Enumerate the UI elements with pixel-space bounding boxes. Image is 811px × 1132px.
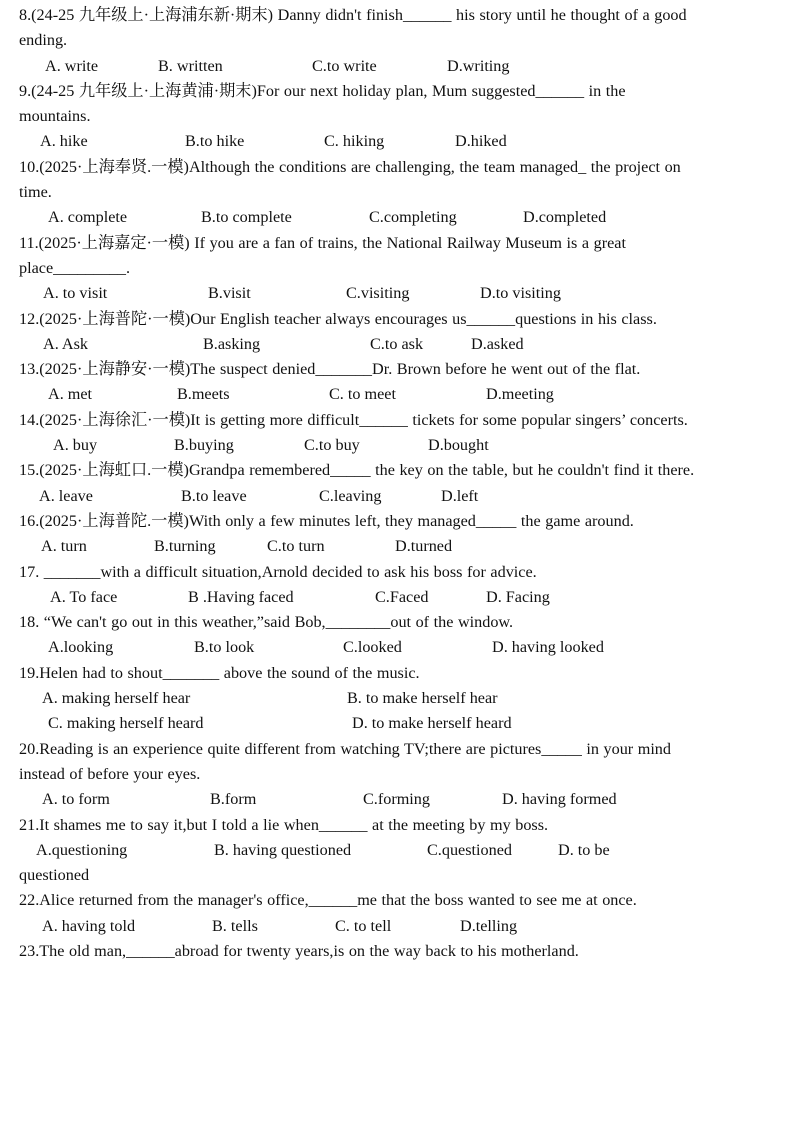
question-19 <box>19 661 699 737</box>
exercise-sheet <box>19 3 699 964</box>
option-a: A. met <box>48 385 93 404</box>
option-a: A. making herself hear <box>42 689 191 708</box>
option-d-continuation: questioned <box>19 866 90 885</box>
option-c: C.looked <box>343 638 402 657</box>
option-a: A.questioning <box>36 840 128 859</box>
options-row <box>19 838 699 863</box>
question-stem: 15.(2025·上海虹口.一模)Grandpa remembered_____ the key on the table, but he couldn't find it there. <box>19 461 695 480</box>
question-16 <box>19 509 699 560</box>
question-stem: 10.(2025·上海奉贤.一模)Although the conditions are challenging, the team managed_ the project on time. <box>19 157 681 202</box>
options-row <box>19 787 699 812</box>
options-row <box>19 711 699 736</box>
option-b: B.buying <box>174 436 234 455</box>
question-stem: 23.The old man,______abroad for twenty years,is on the way back to his motherland. <box>19 941 579 960</box>
option-d: D. to be <box>558 840 610 859</box>
option-c: C. to meet <box>329 385 396 404</box>
option-d: D. having looked <box>492 638 604 657</box>
option-a: A. turn <box>41 537 87 556</box>
option-b: B. written <box>158 56 223 75</box>
options-row <box>19 635 699 660</box>
option-a: A. Ask <box>43 334 88 353</box>
option-b: B.meets <box>177 385 230 404</box>
options-row <box>19 484 699 509</box>
option-a: A.looking <box>48 638 114 657</box>
options-row <box>19 686 699 711</box>
question-23 <box>19 939 699 964</box>
option-a: A. To face <box>50 587 118 606</box>
option-d: D.telling <box>460 916 518 935</box>
option-d: D.bought <box>428 436 489 455</box>
question-22 <box>19 888 699 939</box>
option-d: D. Facing <box>486 587 550 606</box>
question-stem: 14.(2025·上海徐汇·一模)It is getting more difficult______ tickets for some popular singers’ concerts. <box>19 410 688 429</box>
option-d: D.hiked <box>455 132 507 151</box>
question-stem: 8.(24-25 九年级上·上海浦东新·期末) Danny didn't finish______ his story until he thought of a good ending. <box>19 6 687 50</box>
option-a: A. leave <box>39 486 93 505</box>
option-a: A. hike <box>40 132 88 151</box>
question-stem: 16.(2025·上海普陀.一模)With only a few minutes left, they managed_____ the game around. <box>19 511 634 530</box>
question-stem: 13.(2025·上海静安·一模)The suspect denied_______Dr. Brown before he went out of the flat. <box>19 360 641 379</box>
options-row <box>19 205 699 230</box>
option-a: A. write <box>45 56 99 75</box>
option-a: A. buy <box>53 436 98 455</box>
option-c: C.to turn <box>267 537 325 556</box>
option-d: D.meeting <box>486 385 554 404</box>
options-row <box>19 332 699 357</box>
option-b: B.to complete <box>201 208 292 227</box>
question-13 <box>19 357 699 408</box>
question-9 <box>19 79 699 155</box>
option-a: A. to form <box>42 790 110 809</box>
option-b: B.to leave <box>181 486 247 505</box>
question-stem: 18. “We can't go out in this weather,”said Bob,________out of the window. <box>19 613 514 632</box>
question-12 <box>19 307 699 358</box>
option-c: C.forming <box>363 790 430 809</box>
option-b: B. to make herself hear <box>347 689 498 708</box>
question-15 <box>19 458 699 509</box>
question-stem: 22.Alice returned from the manager's office,______me that the boss wanted to see me at once. <box>19 891 637 910</box>
option-b: B.turning <box>154 537 216 556</box>
question-20 <box>19 737 699 813</box>
option-c: C.to ask <box>370 334 424 353</box>
question-stem: 17. _______with a difficult situation,Arnold decided to ask his boss for advice. <box>19 562 537 581</box>
option-c: C.Faced <box>375 587 429 606</box>
question-stem: 12.(2025·上海普陀·一模)Our English teacher always encourages us______questions in his class. <box>19 309 657 328</box>
question-21 <box>19 813 699 889</box>
question-stem: 21.It shames me to say it,but I told a lie when______ at the meeting by my boss. <box>19 815 549 834</box>
question-stem: 9.(24-25 九年级上·上海黄浦·期末)For our next holiday plan, Mum suggested______ in the mountains. <box>19 81 626 126</box>
option-c: C. to tell <box>335 916 392 935</box>
option-b: B.to look <box>194 638 255 657</box>
option-d: D.writing <box>447 56 510 75</box>
options-row <box>19 534 699 559</box>
question-18 <box>19 610 699 661</box>
question-stem: 19.Helen had to shout_______ above the sound of the music. <box>19 663 420 682</box>
option-b: B.visit <box>208 284 251 303</box>
question-8 <box>19 3 699 79</box>
question-11 <box>19 231 699 307</box>
option-d: D.left <box>441 486 479 505</box>
option-d: D.turned <box>395 537 453 556</box>
options-row <box>19 433 699 458</box>
option-b: B .Having faced <box>188 587 294 606</box>
option-b: B.form <box>210 790 257 809</box>
option-c: C. making herself heard <box>48 714 204 733</box>
option-d: D.asked <box>471 334 524 353</box>
options-row <box>19 914 699 939</box>
options-row <box>19 382 699 407</box>
option-b: B.asking <box>203 334 261 353</box>
option-c: C.to write <box>312 56 377 75</box>
option-b: B. having questioned <box>214 840 352 859</box>
option-c: C.to buy <box>304 436 360 455</box>
question-14 <box>19 408 699 459</box>
option-b: B.to hike <box>185 132 245 151</box>
option-d: D.to visiting <box>480 284 561 303</box>
question-stem: 20.Reading is an experience quite different from watching TV;there are pictures_____ in your mind instead of before your eyes. <box>19 739 671 783</box>
option-c: C.leaving <box>319 486 382 505</box>
option-d: D. having formed <box>502 790 617 809</box>
option-c: C. hiking <box>324 132 385 151</box>
option-d: D.completed <box>523 208 607 227</box>
options-row <box>19 54 699 79</box>
option-a: A. complete <box>48 208 128 227</box>
options-row <box>19 281 699 306</box>
option-b: B. tells <box>212 916 258 935</box>
options-row <box>19 585 699 610</box>
option-c: C.visiting <box>346 284 410 303</box>
question-stem: 11.(2025·上海嘉定·一模) If you are a fan of trains, the National Railway Museum is a great place_________. <box>19 233 626 277</box>
option-c: C.questioned <box>427 840 512 859</box>
options-row <box>19 129 699 154</box>
question-10 <box>19 155 699 231</box>
option-a: A. to visit <box>43 284 108 303</box>
option-d: D. to make herself heard <box>352 714 512 733</box>
option-c: C.completing <box>369 208 457 227</box>
option-a: A. having told <box>42 916 136 935</box>
question-17 <box>19 560 699 611</box>
